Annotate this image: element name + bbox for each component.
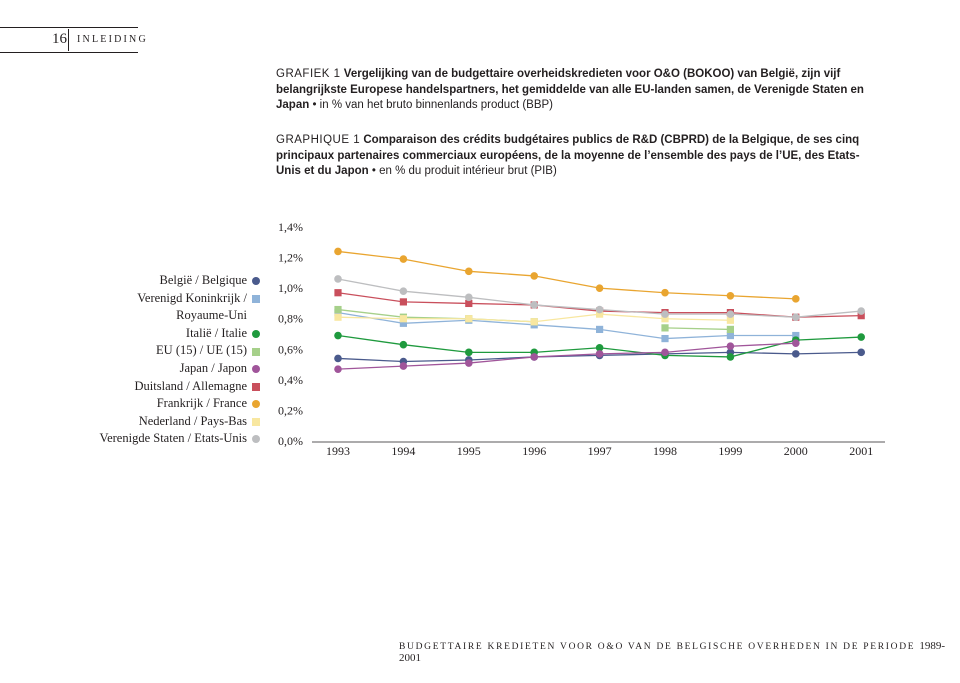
x-tick-label: 1994 [391,444,416,458]
data-point-nederland [465,315,472,322]
data-point-japan [727,342,735,350]
data-point-itali [400,341,408,349]
data-point-itali [465,349,473,357]
data-point-eu-15 [727,326,734,333]
legend-label: België / Belgique [159,273,247,287]
section-name: INLEIDING [77,34,148,45]
data-point-frankrijk [792,295,800,303]
data-point-japan [400,362,408,370]
data-point-frankrijk [727,292,735,300]
legend-label: EU (15) / UE (15) [156,343,247,358]
title-unit-nl: • in % van het bruto binnenlands product (BBP) [312,99,554,111]
data-point-duitsland [334,289,341,296]
x-tick-label: 2001 [849,444,874,458]
data-point-verenigde-staten [400,287,408,295]
x-tick-label: 1996 [522,444,547,458]
data-point-nederland [531,318,538,325]
data-point-frankrijk [596,284,604,292]
data-point-verenigde-staten [334,275,342,283]
data-point-verenigde-staten [727,310,735,318]
title-label-fr: GRAPHIQUE 1 [276,134,361,146]
data-point-verenigd-koninkrijk [596,326,603,333]
y-tick-label: 0,4% [278,372,303,387]
data-point-duitsland [400,298,407,305]
data-point-frankrijk [334,248,342,256]
data-point-japan [465,359,473,367]
y-tick-label: 1,2% [278,250,303,265]
x-tick-label: 1998 [653,444,677,458]
title-label-nl: GRAFIEK 1 [276,68,341,80]
title-text-fr: Comparaison des crédits budgétaires publics de R&D (CBPRD) de la Belgique, de ses cinq principaux partenaires commerciaux européens, de la moyenne de l’ensemble des pays de l’UE, des Etats-Unis et du Japon [276,134,860,177]
legend-label: Italië / Italie [185,325,247,340]
y-tick-label: 1,0% [278,281,303,296]
x-tick-label: 1993 [326,444,350,458]
data-point-eu-15 [334,306,341,313]
data-point-frankrijk [661,289,669,297]
page-number: 16 [52,31,67,47]
data-point-itali [334,332,342,340]
data-point-frankrijk [465,268,473,276]
x-tick-label: 2000 [783,444,808,458]
data-point-belgi [792,350,800,358]
x-tick-label: 1997 [587,444,612,458]
y-tick-label: 0,0% [278,434,303,448]
data-point-belgi [857,349,865,357]
data-point-itali [727,353,735,361]
data-point-verenigde-staten [465,294,473,302]
y-tick-label: 0,8% [278,311,303,326]
data-point-verenigde-staten [530,301,538,309]
title-unit-fr: • en % du produit intérieur brut (PIB) [371,165,557,177]
legend-label: Duitsland / Allemagne [134,378,247,393]
y-tick-label: 1,4% [278,220,303,234]
data-point-itali [857,333,865,341]
title-text-nl: Vergelijking van de budgettaire overheidskredieten voor O&O (BOKOO) van België, zijn vijf belangrijkste Europese handelspartners, het gemiddelde van alle EU-landen samen, de Verenigde Staten en Japan [276,68,864,111]
data-point-verenigde-staten [661,310,669,318]
series-line-eu-15 [665,328,730,330]
footer-years: 1989-2001 [399,640,946,664]
data-point-verenigde-staten [857,307,865,315]
legend-label: Frankrijk / France [156,396,247,411]
data-point-japan [661,349,669,357]
data-point-verenigd-koninkrijk [661,335,668,342]
legend-label: Royaume-Uni [176,308,247,323]
footer-text: BUDGETTAIRE KREDIETEN VOOR O&O VAN DE BELGISCHE OVERHEDEN IN DE PERIODE [399,642,916,652]
data-point-japan [530,353,538,361]
x-tick-label: 1995 [456,444,481,458]
x-tick-label: 1999 [718,444,743,458]
legend-label: Japan / Japon [179,360,247,375]
legend-label: Nederland / Pays-Bas [138,413,247,428]
data-point-japan [792,339,800,347]
legend-label: Verenigde Staten / Etats-Unis [99,431,247,446]
data-point-verenigde-staten [792,313,800,321]
data-point-nederland [334,314,341,321]
data-point-japan [334,365,342,373]
data-point-nederland [400,315,407,322]
y-tick-label: 0,2% [278,403,303,418]
data-point-belgi [334,355,342,363]
data-point-frankrijk [400,255,408,263]
data-point-frankrijk [530,272,538,280]
data-point-japan [596,350,604,358]
page-footer [399,640,960,664]
legend-label: Verenigd Koninkrijk / [99,290,260,308]
data-point-verenigde-staten [596,306,604,314]
y-tick-label: 0,6% [278,342,303,357]
data-point-eu-15 [661,324,668,331]
